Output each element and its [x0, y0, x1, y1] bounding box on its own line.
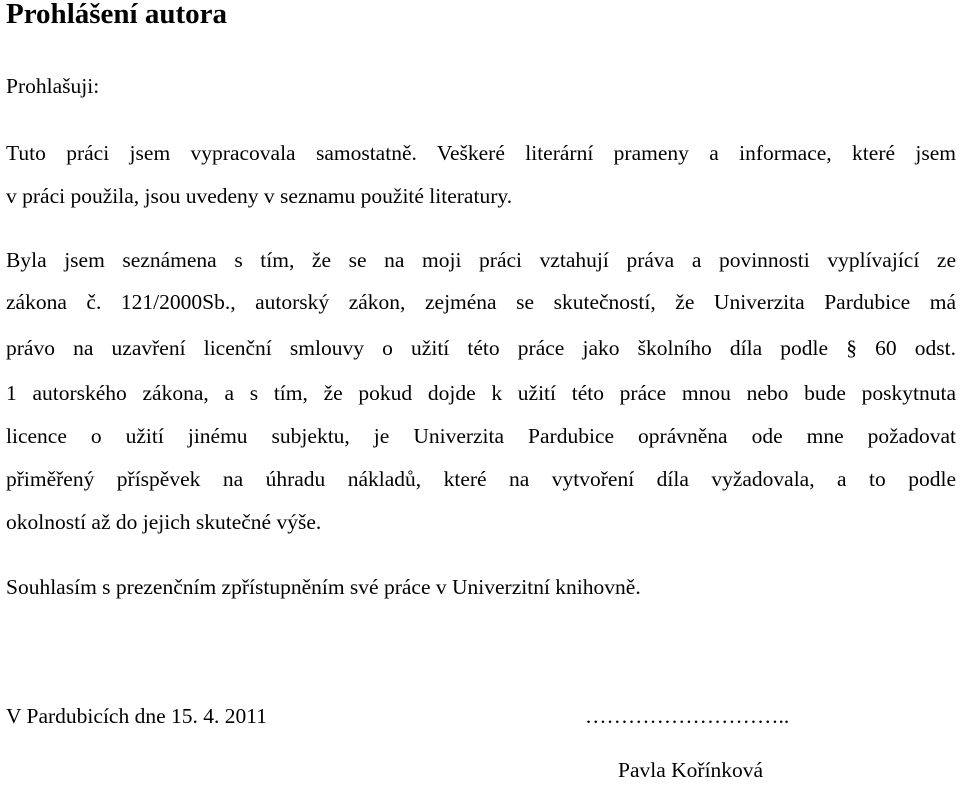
intro-label: Prohlašuji: [6, 74, 100, 98]
paragraph-1-line-1: Tuto práci jsem vypracovala samostatně. Veškeré literární prameny a informace, které jsem [6, 141, 956, 165]
place-and-date: V Pardubicích dne 15. 4. 2011 [6, 704, 267, 728]
signature-line: ……………………….. [585, 704, 790, 728]
paragraph-2-line-3: právo na uzavření licenční smlouvy o užití této práce jako školního díla podle § 60 odst. [6, 336, 956, 360]
page-title: Prohlášení autora [6, 0, 227, 30]
paragraph-3: Souhlasím s prezenčním zpřístupněním své práce v Univerzitní knihovně. [6, 575, 641, 599]
paragraph-2-line-1: Byla jsem seznámena s tím, že se na moji práci vztahují práva a povinnosti vyplívající ze [6, 248, 956, 272]
paragraph-2-line-7: okolností až do jejich skutečné výše. [6, 510, 322, 534]
signature-name: Pavla Kořínková [618, 758, 764, 782]
paragraph-2-line-5: licence o užití jinému subjektu, je Univerzita Pardubice oprávněna ode mne požadovat [6, 424, 956, 448]
paragraph-2-line-4: 1 autorského zákona, a s tím, že pokud dojde k užití této práce mnou nebo bude poskytnuta [6, 381, 956, 405]
paragraph-1-line-2: v práci použila, jsou uvedeny v seznamu použité literatury. [6, 184, 513, 208]
paragraph-2-line-6: přiměřený příspěvek na úhradu nákladů, které na vytvoření díla vyžadovala, a to podle [6, 467, 956, 491]
paragraph-2-line-2: zákona č. 121/2000Sb., autorský zákon, zejména se skutečností, že Univerzita Pardubice má [6, 290, 956, 314]
